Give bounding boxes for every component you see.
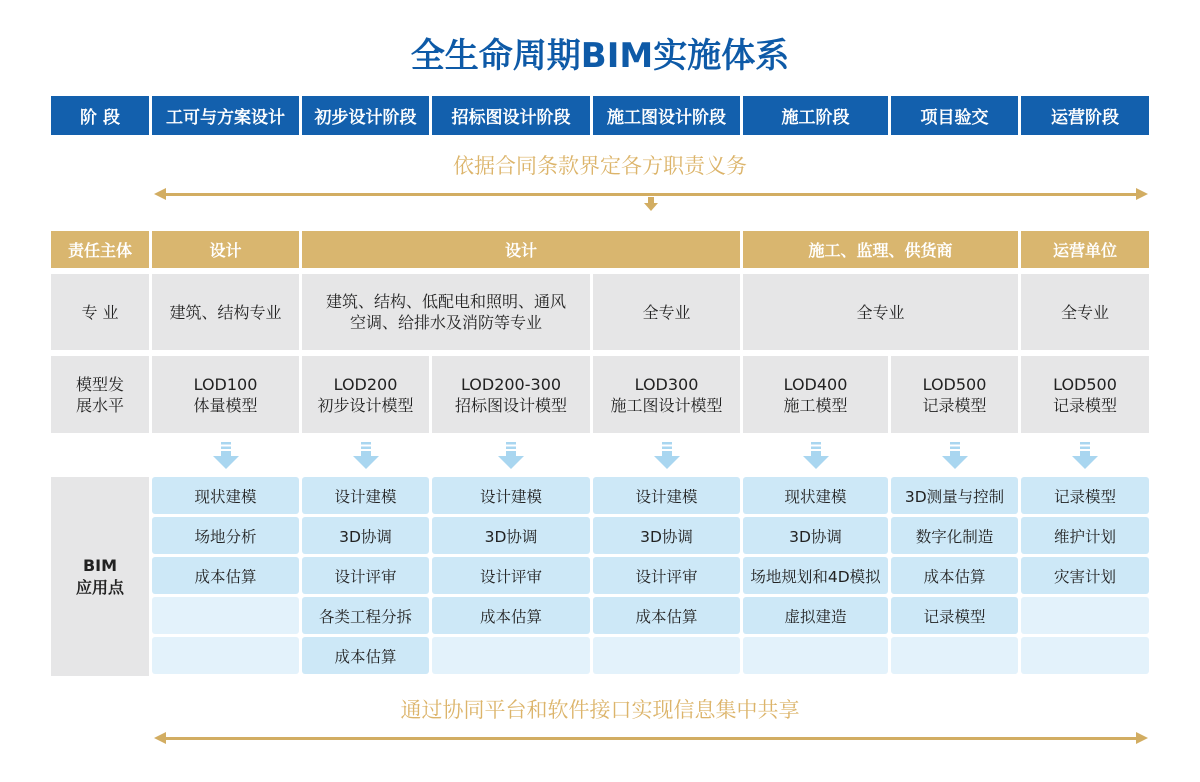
bim-application-point: 3D协调 <box>432 517 590 554</box>
blue-down-arrow-icon <box>652 442 682 472</box>
model-level-item <box>302 356 429 433</box>
model-level-item <box>891 356 1018 433</box>
bim-application-point: 3D协调 <box>302 517 429 554</box>
bim-empty-cell <box>743 637 888 674</box>
bim-application-point: 设计建模 <box>432 477 590 514</box>
stage-acceptance: 项目验交 <box>891 96 1018 135</box>
responsibility-contractors: 施工、监理、供货商 <box>743 231 1018 268</box>
arrow-right-head <box>1136 732 1148 744</box>
bim-application-point: 场地分析 <box>152 517 299 554</box>
bim-application-point: 成本估算 <box>152 557 299 594</box>
bim-empty-cell <box>432 637 590 674</box>
lod-description: 记录模型 <box>1052 395 1117 415</box>
stage-tender-design: 招标图设计阶段 <box>432 96 590 135</box>
responsibility-design-1: 设计 <box>152 231 299 268</box>
blue-down-arrow-icon <box>801 442 831 472</box>
model-level-item <box>432 356 590 433</box>
blue-down-arrow-icon <box>1070 442 1100 472</box>
lod-value: LOD500 <box>922 374 987 394</box>
model-level-item <box>1021 356 1149 433</box>
responsibility-operator: 运营单位 <box>1021 231 1149 268</box>
lod-value: LOD100 <box>193 374 258 394</box>
stage-header-label: 阶 段 <box>51 96 149 135</box>
lod-description: 记录模型 <box>922 395 987 415</box>
bim-application-point: 成本估算 <box>891 557 1018 594</box>
bim-application-point: 数字化制造 <box>891 517 1018 554</box>
specialty-item-5: 全专业 <box>1021 274 1149 350</box>
bim-application-point: 3D协调 <box>743 517 888 554</box>
blue-down-arrow-icon <box>211 442 241 472</box>
bim-label-line2: 应用点 <box>75 577 124 597</box>
bim-application-point: 设计建模 <box>593 477 740 514</box>
responsibility-label: 责任主体 <box>51 231 149 268</box>
stage-preliminary-design: 初步设计阶段 <box>302 96 429 135</box>
lod-value: LOD400 <box>783 374 848 394</box>
bim-application-label <box>51 477 149 676</box>
lod-description: 体量模型 <box>193 395 258 415</box>
stage-operation: 运营阶段 <box>1021 96 1149 135</box>
specialty-item-3: 全专业 <box>593 274 740 350</box>
arrow-right-head <box>1136 188 1148 200</box>
arrow-line <box>164 737 1138 740</box>
bim-application-point: 成本估算 <box>302 637 429 674</box>
bim-empty-cell <box>152 597 299 634</box>
specialty-label: 专 业 <box>51 274 149 350</box>
bim-empty-cell <box>152 637 299 674</box>
gold-down-arrow-icon <box>644 197 658 213</box>
bim-application-point: 维护计划 <box>1021 517 1149 554</box>
bim-application-point: 成本估算 <box>593 597 740 634</box>
bim-application-point: 虚拟建造 <box>743 597 888 634</box>
lod-value: LOD200-300 <box>460 374 562 394</box>
stage-construction: 施工阶段 <box>743 96 888 135</box>
bim-application-point: 记录模型 <box>891 597 1018 634</box>
model-level-label <box>51 356 149 433</box>
contract-text: 依据合同条款界定各方职责义务 <box>453 154 747 178</box>
bim-application-point: 现状建模 <box>152 477 299 514</box>
specialty-item-1: 建筑、结构专业 <box>152 274 299 350</box>
model-level-item <box>593 356 740 433</box>
bim-label-line1: BIM <box>82 555 118 575</box>
lod-value: LOD300 <box>634 374 699 394</box>
bim-application-point: 设计建模 <box>302 477 429 514</box>
bim-empty-cell <box>891 637 1018 674</box>
lod-value: LOD200 <box>333 374 398 394</box>
bim-application-point: 灾害计划 <box>1021 557 1149 594</box>
bim-application-point: 设计评审 <box>593 557 740 594</box>
bim-application-point: 3D协调 <box>593 517 740 554</box>
blue-down-arrow-icon <box>496 442 526 472</box>
specialty-item-4: 全专业 <box>743 274 1018 350</box>
model-level-item <box>152 356 299 433</box>
bim-application-point: 现状建模 <box>743 477 888 514</box>
arrow-line <box>164 193 1138 196</box>
model-level-label-line1: 模型发 <box>75 374 124 394</box>
lod-description: 初步设计模型 <box>317 395 414 415</box>
bim-application-point: 设计评审 <box>302 557 429 594</box>
bim-application-point: 设计评审 <box>432 557 590 594</box>
share-text: 通过协同平台和软件接口实现信息集中共享 <box>400 698 800 722</box>
stage-feasibility: 工可与方案设计 <box>152 96 299 135</box>
bim-application-point: 记录模型 <box>1021 477 1149 514</box>
lod-description: 施工模型 <box>783 395 848 415</box>
bim-application-point: 成本估算 <box>432 597 590 634</box>
model-level-label-line2: 展水平 <box>75 395 124 415</box>
blue-down-arrow-icon <box>351 442 381 472</box>
lod-value: LOD500 <box>1053 374 1117 394</box>
bim-application-point: 各类工程分拆 <box>302 597 429 634</box>
bim-application-point: 3D测量与控制 <box>891 477 1018 514</box>
blue-down-arrow-icon <box>940 442 970 472</box>
bim-empty-cell <box>1021 597 1149 634</box>
model-level-item <box>743 356 888 433</box>
bim-application-point: 场地规划和4D模拟 <box>743 557 888 594</box>
page-title: 全生命周期BIM实施体系 <box>410 36 790 76</box>
lod-description: 招标图设计模型 <box>454 395 567 415</box>
specialty-item-2: 建筑、结构、低配电和照明、通风空调、给排水及消防等专业 <box>302 274 590 350</box>
lod-description: 施工图设计模型 <box>610 395 723 415</box>
responsibility-design-2: 设计 <box>302 231 740 268</box>
bim-empty-cell <box>593 637 740 674</box>
bim-empty-cell <box>1021 637 1149 674</box>
stage-construction-drawing: 施工图设计阶段 <box>593 96 740 135</box>
